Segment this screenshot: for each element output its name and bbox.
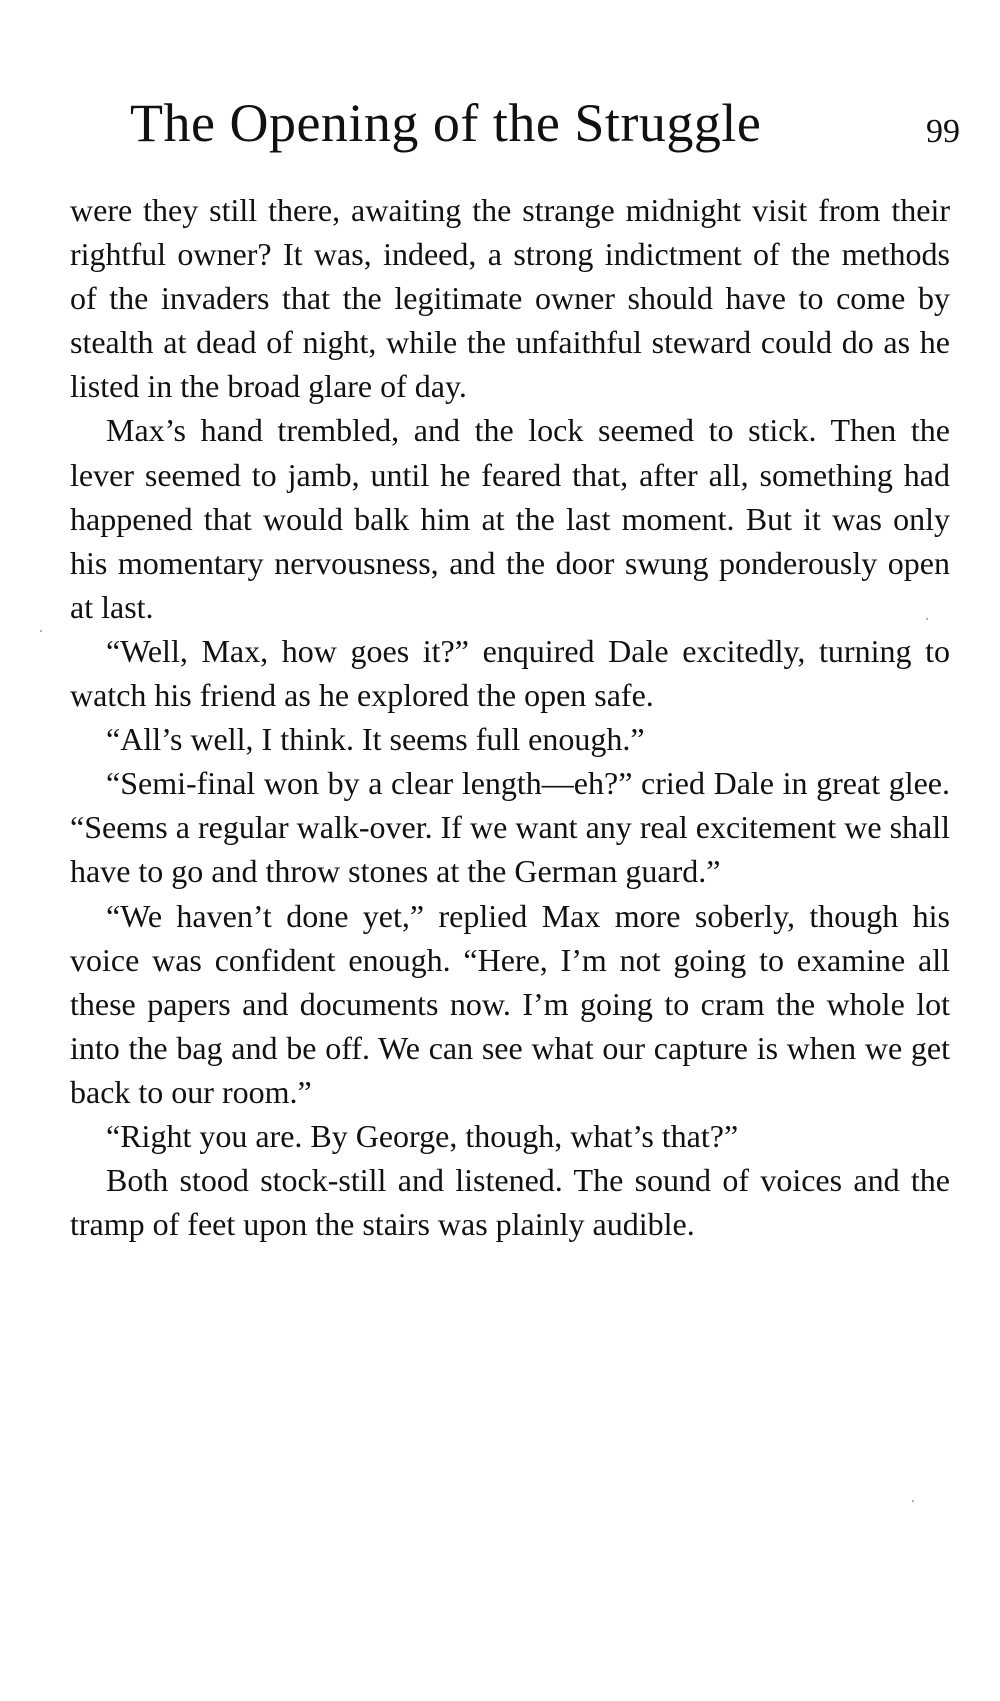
paragraph-dialogue: “Semi-final won by a clear length—eh?” cried Dale in great glee. “Seems a regular walk-over. If we want any real excitement we shall have to go and throw stones at the German guard.” xyxy=(70,765,950,890)
paper-speck xyxy=(926,618,928,620)
paragraph-dialogue: “We haven’t done yet,” replied Max more soberly, though his voice was confident enough. “Here, I’m not going to examine all these papers and documents now. I’m going to cram the whole lot into the bag and be off. We can see what our capture is when we get back to our room.” xyxy=(70,897,950,1110)
running-head xyxy=(130,92,960,162)
paper-speck xyxy=(912,1500,914,1502)
running-title: The Opening of the Struggle xyxy=(130,93,762,153)
paper-speck xyxy=(40,630,42,632)
paragraph-continuation: were they still there, awaiting the strange midnight visit from their rightful owner? It was, indeed, a strong indictment of the methods of the invaders that the legitimate owner should have to come by stealth at dead of night, while the unfaithful steward could do as he listed in the broad glare of day. xyxy=(70,192,950,405)
body-text xyxy=(70,188,950,1246)
paragraph-dialogue: “Well, Max, how goes it?” enquired Dale excitedly, turning to watch his friend as he explored the open safe. xyxy=(70,632,950,714)
paragraph: Max’s hand trembled, and the lock seemed to stick. Then the lever seemed to jamb, until he feared that, after all, something had happened that would balk him at the last moment. But it was only his momentary nervousness, and the door swung ponderously open at last. xyxy=(70,412,950,625)
page-number: 99 xyxy=(926,113,960,150)
paragraph-dialogue: “All’s well, I think. It seems full enough.” xyxy=(106,721,645,758)
paragraph-dialogue: “Right you are. By George, though, what’s that?” xyxy=(106,1117,739,1154)
paragraph: Both stood stock-still and listened. The sound of voices and the tramp of feet upon the stairs was plainly audible. xyxy=(70,1162,950,1243)
